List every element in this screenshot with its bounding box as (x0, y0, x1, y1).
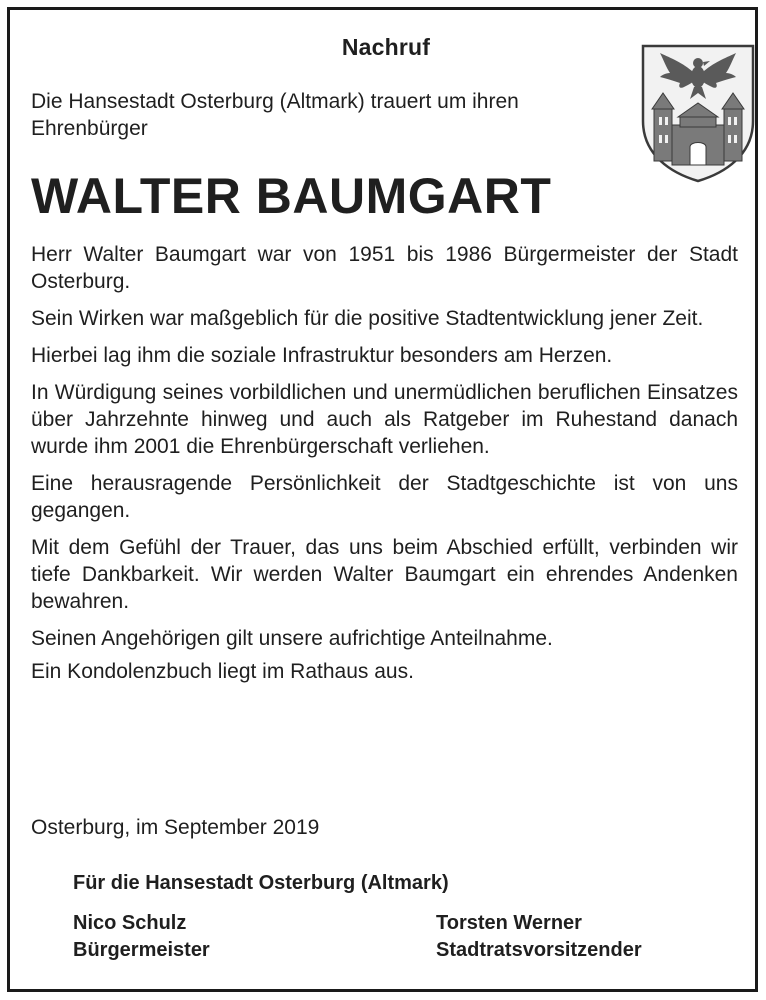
intro-text: Die Hansestadt Osterburg (Altmark) trauert um ihren Ehrenbürger (31, 90, 519, 140)
paragraph: Sein Wirken war maßgeblich für die positive Stadtentwicklung jener Zeit. (31, 307, 704, 330)
signatory-left (73, 910, 210, 964)
paragraph: Hierbei lag ihm die soziale Infrastruktur besonders am Herzen. (31, 344, 613, 367)
deceased-name: WALTER BAUMGART (31, 168, 552, 224)
notice-heading: Nachruf (341, 34, 431, 60)
obituary-body (31, 241, 738, 695)
coat-of-arms-icon (640, 43, 756, 183)
place-date: Osterburg, im September 2019 (31, 816, 320, 839)
paragraph: Seinen Angehörigen gilt unsere aufrichtige Anteilnahme. (31, 627, 553, 650)
signatory-name: Torsten Werner (436, 912, 582, 934)
signature-organization: Für die Hansestadt Osterburg (Altmark) (73, 872, 449, 894)
paragraph: Herr Walter Baumgart war von 1951 bis 1986 Bürgermeister der Stadt Osterburg. (31, 243, 738, 293)
paragraph: Ein Kondolenzbuch liegt im Rathaus aus. (31, 660, 414, 683)
signatory-right (436, 910, 642, 964)
signatory-name: Nico Schulz (73, 912, 187, 934)
obituary-notice (7, 7, 758, 992)
paragraph: Mit dem Gefühl der Trauer, das uns beim Abschied erfüllt, verbinden wir tiefe Dankbarkeit. Wir werden Walter Baumgart ein ehrendes Andenken bewahren. (31, 536, 738, 613)
signatory-title: Stadtratsvorsitzender (436, 939, 642, 961)
paragraph: Eine herausragende Persönlichkeit der Stadtgeschichte ist von uns gegangen. (31, 472, 738, 522)
gate (690, 143, 706, 166)
signatory-title: Bürgermeister (73, 939, 210, 961)
paragraph: In Würdigung seines vorbildlichen und unermüdlichen beruflichen Einsatzes über Jahrzehnte hinweg und auch als Ratgeber im Ruhestand danach wurde ihm 2001 die Ehrenbürgerschaft verliehen. (31, 381, 738, 458)
